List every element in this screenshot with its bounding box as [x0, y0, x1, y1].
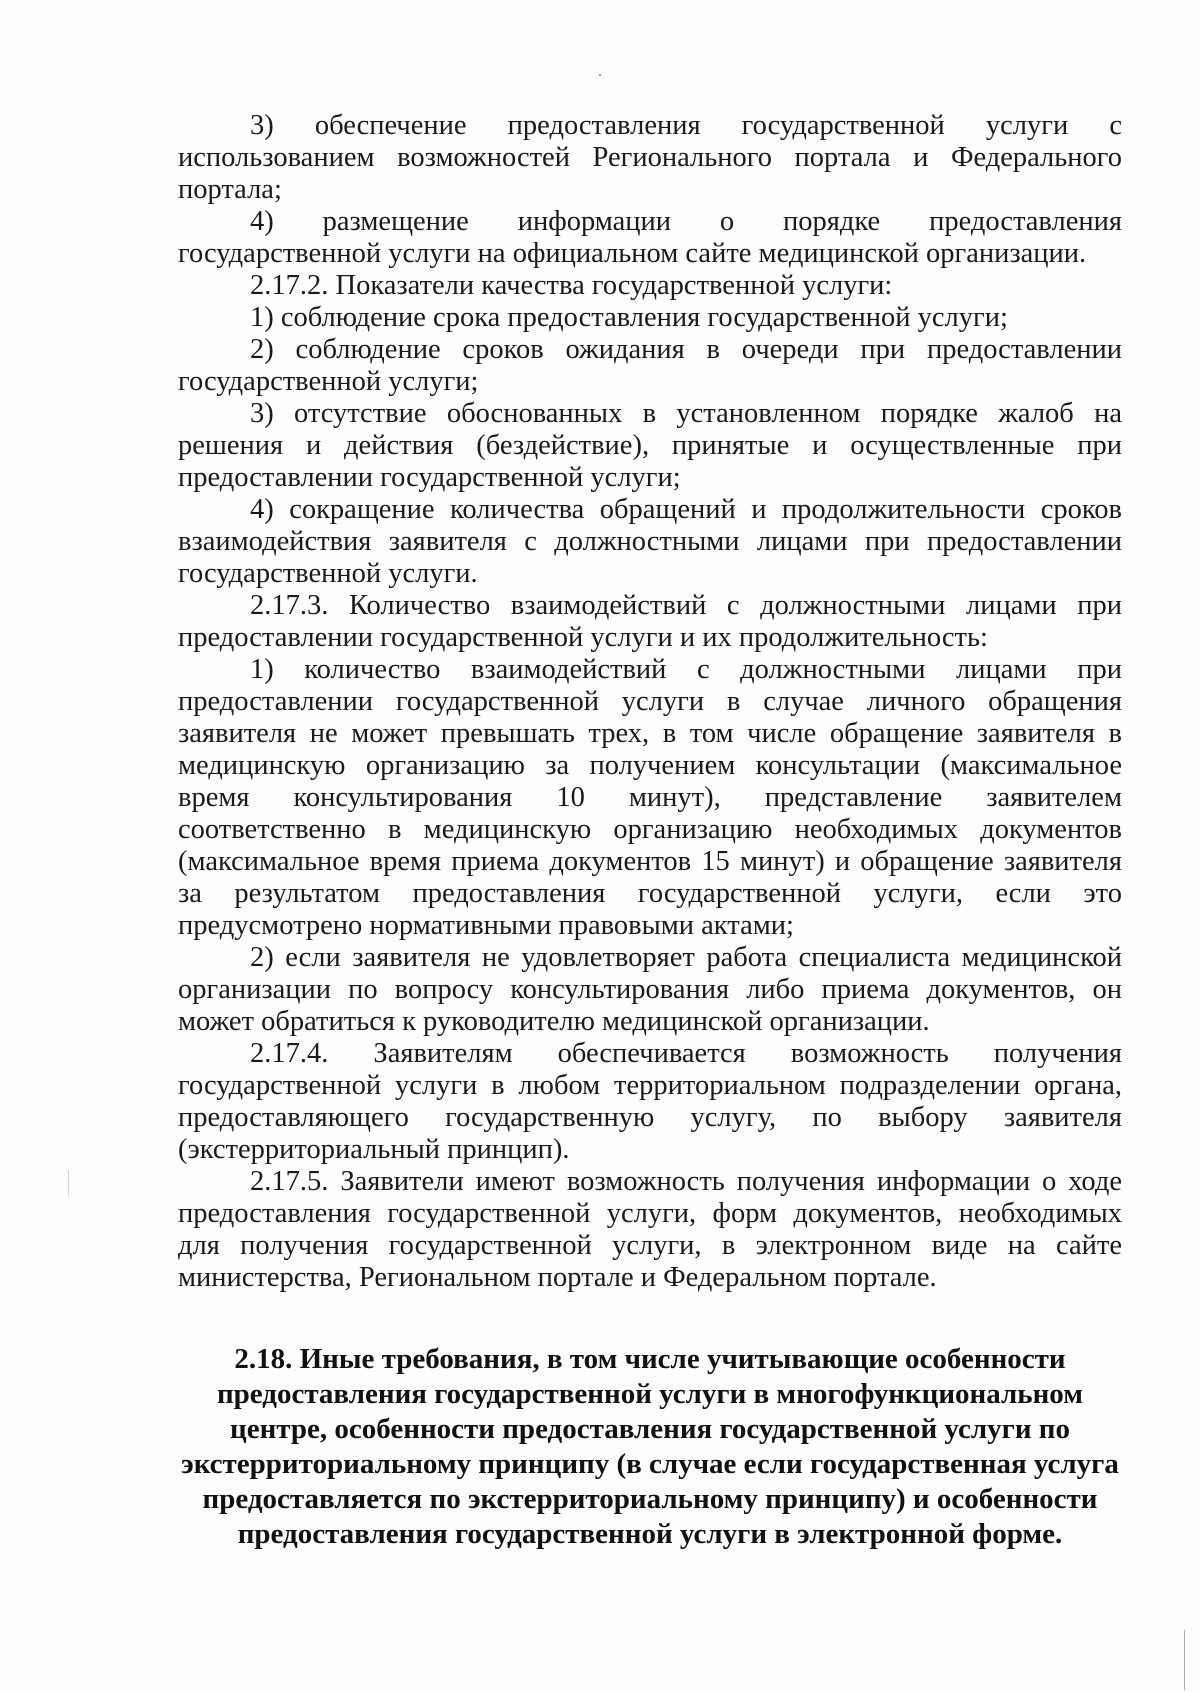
paragraph-quality-3: 3) отсутствие обоснованных в установленном порядке жалоб на решения и действия (бездействие), принятые и осуществленные при предоставлении государственной услуги; — [178, 398, 1122, 493]
paragraph-item-3-portals: 3) обеспечение предоставления государственной услуги с использованием возможностей Регионального портала и Федерального портала; — [178, 110, 1122, 205]
scan-edge-line — [1184, 1630, 1185, 1690]
paragraph-interactions-1: 1) количество взаимодействий с должностными лицами при предоставлении государственной услуги в случае личного обращения заявителя не может превышать трех, в том числе обращение заявителя в медицинскую организацию за получением консультации (максимальное время консультирования 10 минут), представление заявителем соответственно в медицинскую организацию необходимых документов (максимальное время приема документов 15 минут) и обращение заявителя за результатом предоставления государственной услуги, если это предусмотрено нормативными правовыми актами; — [178, 654, 1122, 941]
scan-edge-mark — [68, 1170, 69, 1196]
paragraph-2-17-2: 2.17.2. Показатели качества государственной услуги: — [250, 270, 893, 301]
scan-speck — [599, 74, 601, 76]
paragraph-quality-4: 4) сокращение количества обращений и продолжительности сроков взаимодействия заявителя с должностными лицами при предоставлении государственной услуги. — [178, 494, 1122, 589]
document-body — [178, 110, 1122, 1294]
paragraph-quality-2: 2) соблюдение сроков ожидания в очереди при предоставлении государственной услуги; — [178, 334, 1122, 397]
paragraph-quality-1: 1) соблюдение срока предоставления государственной услуги; — [250, 302, 1008, 333]
paragraph-2-17-4: 2.17.4. Заявителям обеспечивается возможность получения государственной услуги в любом территориальном подразделении органа, предоставляющего государственную услугу, по выбору заявителя (экстерриториальный принцип). — [178, 1038, 1122, 1165]
paragraph-interactions-2: 2) если заявителя не удовлетворяет работа специалиста медицинской организации по вопросу консультирования либо приема документов, он может обратиться к руководителю медицинской организации. — [178, 942, 1122, 1037]
section-heading-2-18: 2.18. Иные требования, в том числе учитывающие особенности предоставления государственной услуги в многофункциональном центре, особенности предоставления государственной услуги по экстерриториальному принципу (в случае если государственная услуга предоставляется по экстерриториальному принципу) и особенности предоставления государственной услуги в электронной форме. — [181, 1343, 1119, 1550]
paragraph-2-17-5: 2.17.5. Заявители имеют возможность получения информации о ходе предоставления государственной услуги, форм документов, необходимых для получения государственной услуги, в электронном виде на сайте министерства, Региональном портале и Федеральном портале. — [178, 1166, 1122, 1293]
paragraph-item-4-website: 4) размещение информации о порядке предоставления государственной услуги на официальном сайте медицинской организации. — [178, 206, 1122, 269]
paragraph-2-17-3: 2.17.3. Количество взаимодействий с должностными лицами при предоставлении государственной услуги и их продолжительность: — [178, 590, 1122, 653]
